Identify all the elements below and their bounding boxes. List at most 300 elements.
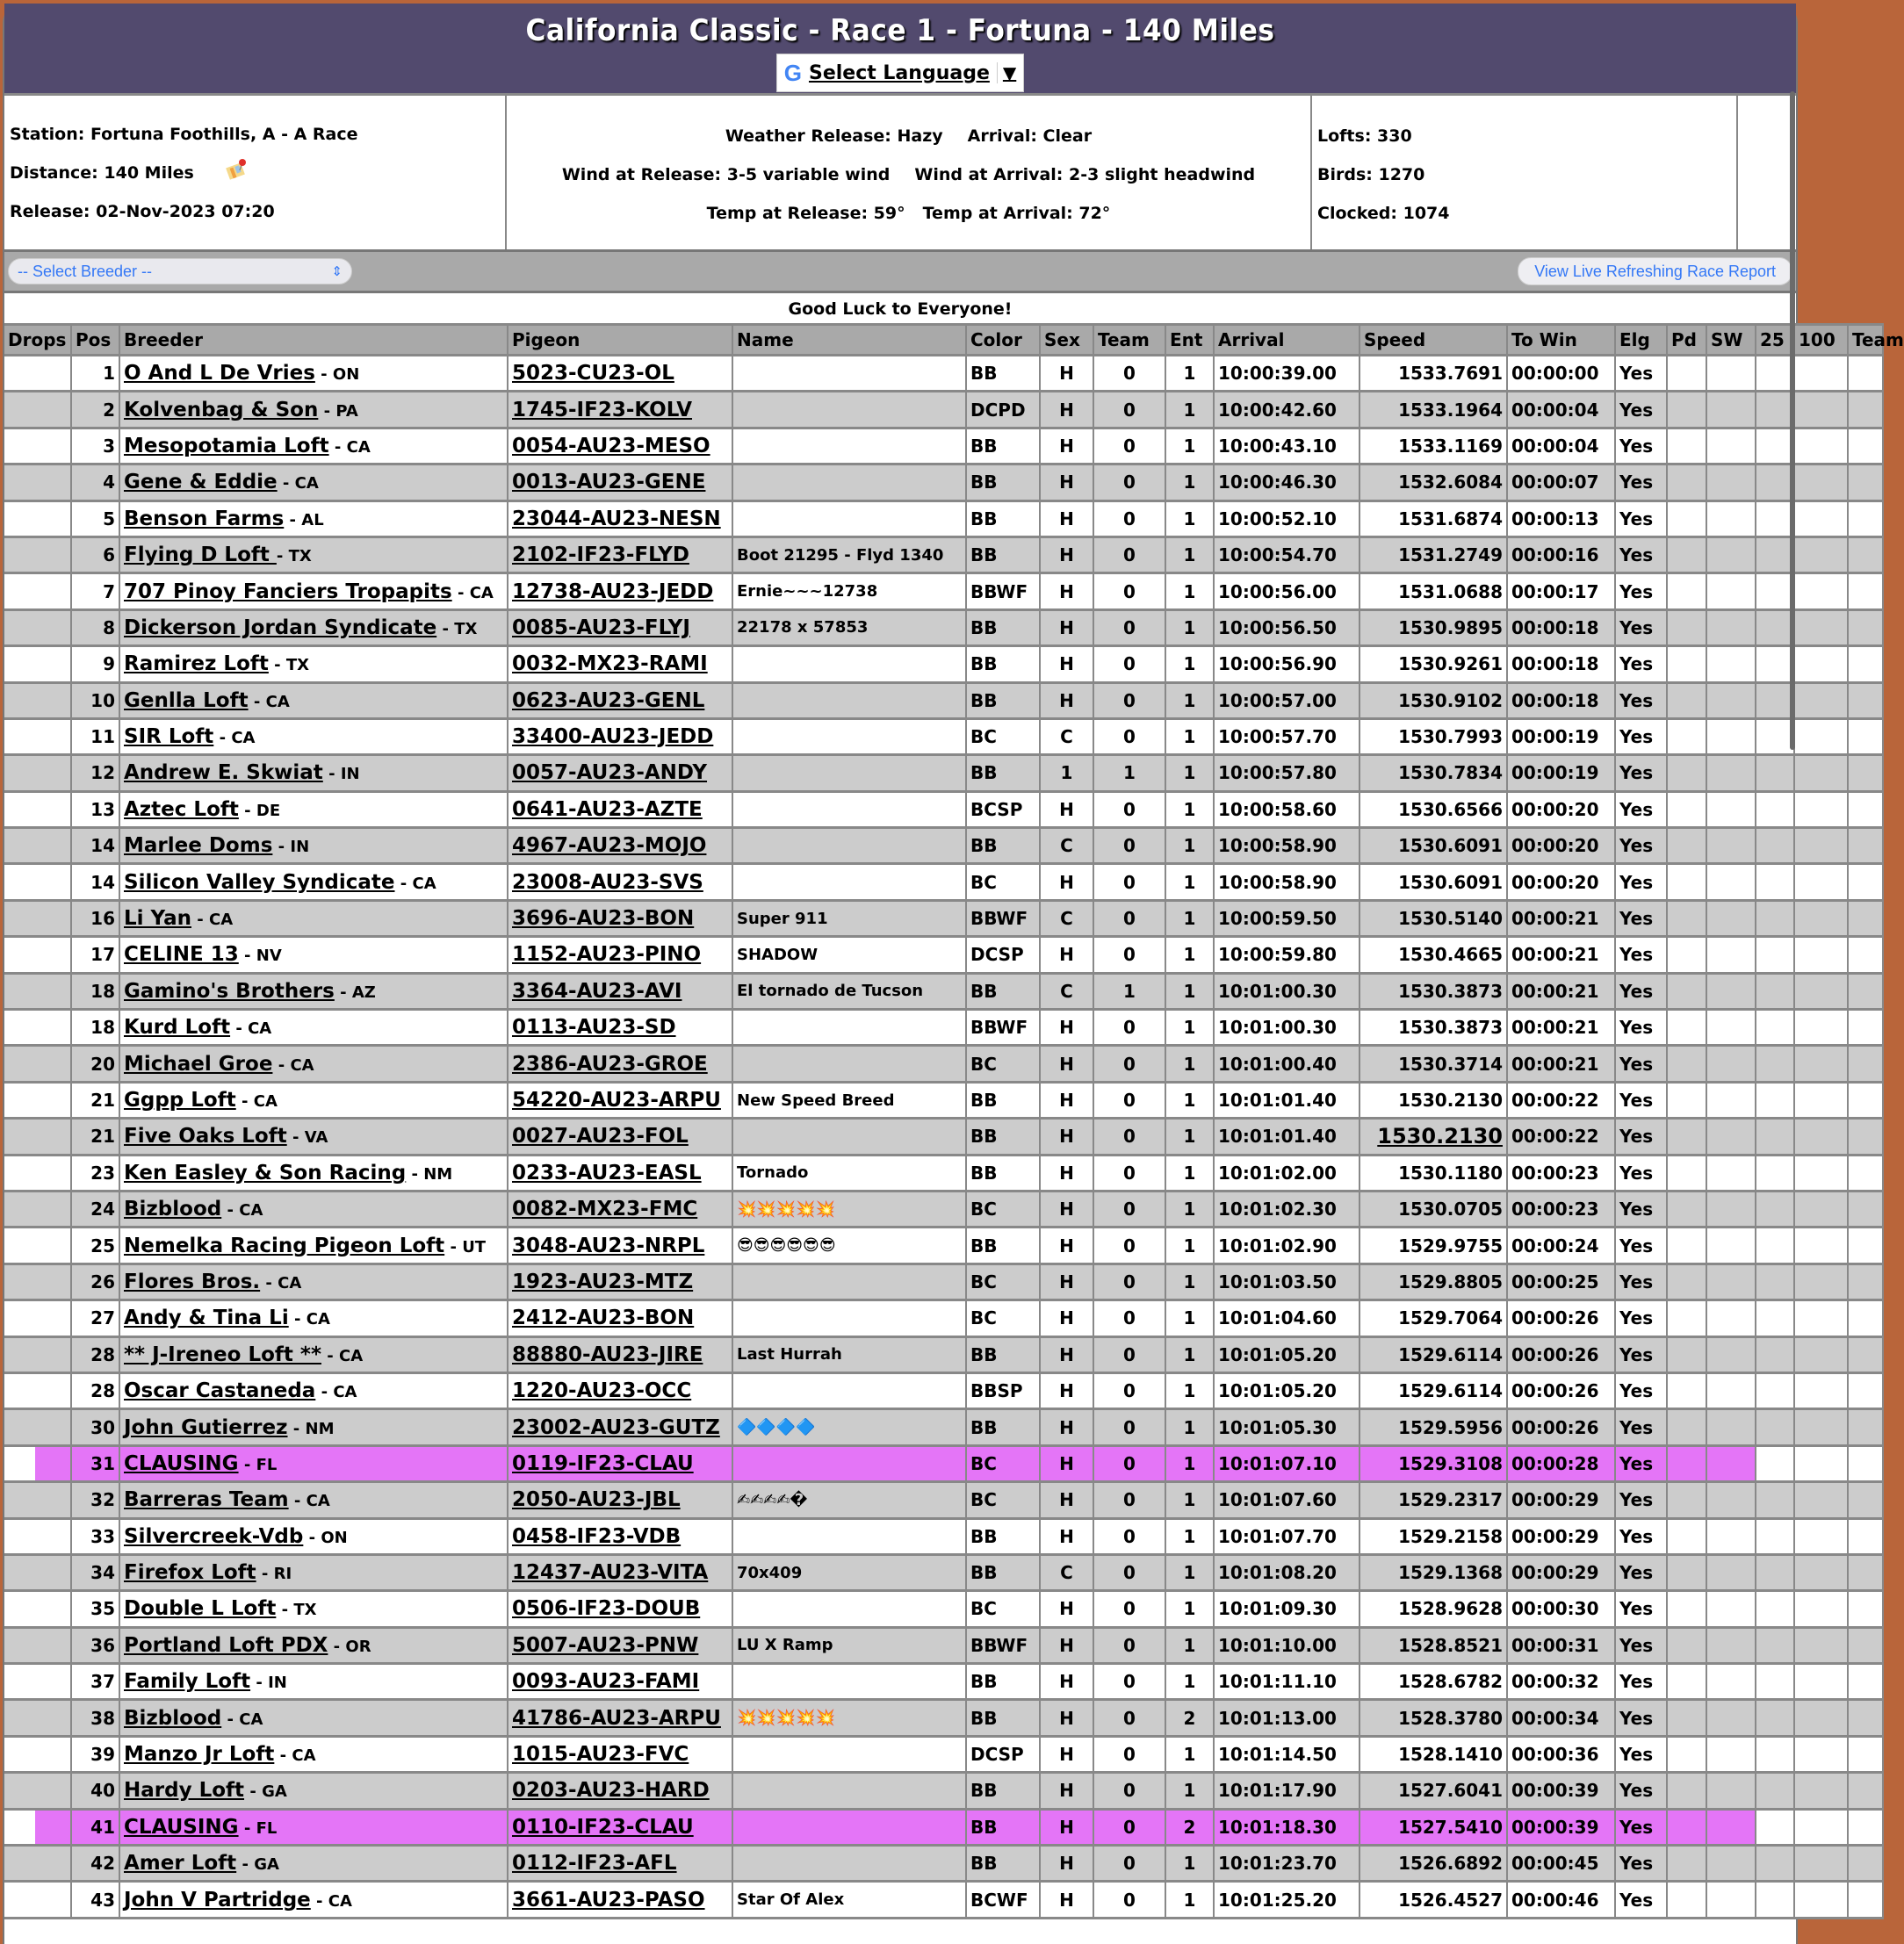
breeder-link[interactable]: Manzo Jr Loft [124, 1743, 275, 1767]
breeder-link[interactable]: Andrew E. Skwiat [124, 761, 323, 785]
speed-cell: 1530.1180 [1360, 1156, 1508, 1192]
drops-cell [4, 1011, 72, 1047]
dropdown-arrow-icon[interactable]: ▼ [997, 62, 1016, 83]
table-row [4, 720, 1884, 756]
breeder-state: CA [253, 1092, 278, 1111]
breeder-link[interactable]: ** J-Ireneo Loft ** [124, 1343, 321, 1366]
clocked-count: Clocked: 1074 [1317, 204, 1450, 223]
breeder-link[interactable]: Silvercreek-Vdb [124, 1524, 304, 1548]
team-cell: 0 [1094, 938, 1166, 974]
name-cell [733, 356, 967, 392]
arrival-cell: 10:01:01.40 [1215, 1084, 1360, 1120]
breeder-link[interactable]: Kolvenbag & Son [124, 398, 319, 421]
pigeon-link[interactable]: 5007-AU23-PNW [512, 1633, 699, 1657]
team-cell: 0 [1094, 1011, 1166, 1047]
pigeon-link[interactable]: 3696-AU23-BON [512, 907, 695, 931]
drops-cell [4, 1084, 72, 1120]
pigeon-link[interactable]: 0054-AU23-MESO [512, 434, 710, 457]
table-row [4, 1084, 1884, 1120]
team-cell: 0 [1094, 1410, 1166, 1446]
breeder-link[interactable]: John Gutierrez [124, 1415, 288, 1439]
name-cell [733, 429, 967, 465]
breeder-link[interactable]: Kurd Loft [124, 1016, 231, 1040]
towin-cell: 00:00:00 [1508, 356, 1616, 392]
sex-cell: H [1041, 1301, 1094, 1337]
elg-cell: Yes [1616, 1483, 1668, 1519]
breeder-link[interactable]: Aztec Loft [124, 797, 239, 821]
drops-cell [4, 1156, 72, 1192]
arrival-cell: 10:01:02.00 [1215, 1156, 1360, 1192]
breeder-cell: John Gutierrez - NM [120, 1410, 508, 1446]
elg-cell: Yes [1616, 865, 1668, 901]
drops-cell [4, 1738, 72, 1774]
breeder-link[interactable]: Nemelka Racing Pigeon Loft [124, 1234, 445, 1257]
pigeon-link[interactable]: 0623-AU23-GENL [512, 688, 705, 712]
speed-cell: 1530.4665 [1360, 938, 1508, 974]
speed-cell: 1529.1368 [1360, 1556, 1508, 1592]
pigeon-cell [508, 1265, 733, 1301]
sw-cell [1707, 465, 1756, 501]
pigeon-cell [508, 1047, 733, 1083]
color-cell: BB [967, 684, 1041, 720]
name-cell: SHADOW [733, 938, 967, 974]
breeder-link[interactable]: SIR Loft [124, 725, 214, 749]
column-header-team: Team [1849, 323, 1884, 356]
pos-cell: 1 [72, 356, 120, 392]
speed-cell: 1530.6566 [1360, 793, 1508, 829]
pigeon-cell [508, 1338, 733, 1374]
breeder-link[interactable]: Michael Groe [124, 1052, 273, 1076]
sex-cell: H [1041, 1192, 1094, 1228]
name-cell [733, 793, 967, 829]
ent-cell: 1 [1166, 793, 1215, 829]
pigeon-link[interactable]: 0085-AU23-FLYJ [512, 616, 690, 639]
pigeon-link[interactable]: 23002-AU23-GUTZ [512, 1415, 720, 1439]
breeder-link[interactable]: Andy & Tina Li [124, 1307, 289, 1330]
breeder-state: GA [254, 1855, 279, 1875]
ent-cell: 1 [1166, 611, 1215, 647]
name-cell [733, 392, 967, 428]
pos-cell: 28 [72, 1374, 120, 1410]
team-cell: 0 [1094, 902, 1166, 938]
breeder-link[interactable]: Benson Farms [124, 507, 285, 530]
color-cell: BC [967, 1592, 1041, 1628]
arrival-cell: 10:01:25.20 [1215, 1883, 1360, 1919]
pd-cell [1668, 938, 1707, 974]
sw-cell [1707, 1665, 1756, 1701]
pigeon-link[interactable]: 12738-AU23-JEDD [512, 580, 714, 603]
pd-cell [1668, 1738, 1707, 1774]
color-cell: BBWF [967, 574, 1041, 610]
pigeon-link[interactable]: 12437-AU23-VITA [512, 1561, 709, 1585]
breeder-state: RI [273, 1565, 292, 1584]
pigeon-link[interactable]: 0233-AU23-EASL [512, 1161, 702, 1184]
speed-link[interactable]: 1530.2130 [1377, 1124, 1503, 1149]
pigeon-cell [508, 720, 733, 756]
sw-cell [1707, 938, 1756, 974]
sex-cell: H [1041, 793, 1094, 829]
browser-window [3, 4, 1904, 1944]
name-cell: New Speed Breed [733, 1084, 967, 1120]
pigeon-link[interactable]: 0057-AU23-ANDY [512, 761, 708, 785]
col-100-cell [1795, 1120, 1849, 1156]
ent-cell: 1 [1166, 1738, 1215, 1774]
col-100-cell [1795, 574, 1849, 610]
breeder-cell: SIR Loft - CA [120, 720, 508, 756]
ent-cell: 1 [1166, 1011, 1215, 1047]
name-cell [733, 1265, 967, 1301]
sw-cell [1707, 1120, 1756, 1156]
pigeon-cell [508, 1774, 733, 1810]
drops-cell [4, 684, 72, 720]
sw-cell [1707, 902, 1756, 938]
table-row [4, 1374, 1884, 1410]
breeder-link[interactable]: Marlee Doms [124, 834, 273, 858]
breeder-link[interactable]: Gene & Eddie [124, 471, 278, 494]
team-cell: 0 [1094, 865, 1166, 901]
breeder-state: CA [239, 1201, 263, 1220]
breeder-link[interactable]: Silicon Valley Syndicate [124, 870, 395, 894]
breeder-cell: Oscar Castaneda - CA [120, 1374, 508, 1410]
pigeon-link[interactable]: 0119-IF23-CLAU [512, 1451, 694, 1475]
pigeon-link[interactable]: 0112-IF23-AFL [512, 1852, 677, 1876]
arrival-cell: 10:00:39.00 [1215, 356, 1360, 392]
team-extra-cell [1849, 392, 1884, 428]
breeder-state: FL [256, 1455, 278, 1474]
drops-cell [4, 392, 72, 428]
pigeon-link[interactable]: 1745-IF23-KOLV [512, 398, 693, 421]
breeder-link[interactable]: CLAUSING [124, 1451, 239, 1475]
col-100-cell [1795, 647, 1849, 683]
updown-chevron-icon: ⇕ [331, 264, 343, 279]
table-row [4, 1228, 1884, 1264]
drops-cell [4, 1883, 72, 1919]
speed-cell: 1529.7064 [1360, 1301, 1508, 1337]
drops-cell [4, 1047, 72, 1083]
pigeon-cell [508, 1301, 733, 1337]
drops-cell [4, 1483, 72, 1519]
sex-cell: 1 [1041, 756, 1094, 792]
elg-cell: Yes [1616, 1192, 1668, 1228]
pos-cell: 33 [72, 1520, 120, 1556]
breeder-link[interactable]: Amer Loft [124, 1852, 237, 1876]
breeder-link[interactable]: Five Oaks Loft [124, 1125, 287, 1148]
speed-cell: 1528.9628 [1360, 1592, 1508, 1628]
sw-cell [1707, 793, 1756, 829]
breeder-link[interactable]: Bizblood [124, 1198, 222, 1221]
breeder-state: CA [306, 1310, 330, 1329]
pos-cell: 6 [72, 538, 120, 574]
color-cell: BB [967, 1084, 1041, 1120]
sw-cell [1707, 1847, 1756, 1883]
breeder-link[interactable]: Dickerson Jordan Syndicate [124, 616, 437, 639]
sex-cell: H [1041, 1084, 1094, 1120]
name-cell [733, 1774, 967, 1810]
pd-cell [1668, 1665, 1707, 1701]
breeder-link[interactable]: CLAUSING [124, 1815, 239, 1839]
pd-cell [1668, 1047, 1707, 1083]
towin-cell: 00:00:22 [1508, 1120, 1616, 1156]
team-extra-cell [1849, 356, 1884, 392]
col-25-cell [1756, 1156, 1795, 1192]
pigeon-link[interactable]: 41786-AU23-ARPU [512, 1706, 721, 1730]
pos-cell: 25 [72, 1228, 120, 1264]
pigeon-link[interactable]: 1152-AU23-PINO [512, 943, 702, 967]
breeder-link[interactable]: Li Yan [124, 907, 191, 931]
breeder-cell: Dickerson Jordan Syndicate - TX [120, 611, 508, 647]
ent-cell: 1 [1166, 1774, 1215, 1810]
live-report-button[interactable]: View Live Refreshing Race Report [1518, 257, 1792, 285]
team-extra-cell [1849, 1084, 1884, 1120]
ent-cell: 1 [1166, 902, 1215, 938]
breeder-link[interactable]: Barreras Team [124, 1488, 289, 1512]
elg-cell: Yes [1616, 684, 1668, 720]
ent-cell: 2 [1166, 1701, 1215, 1737]
speed-cell: 1528.6782 [1360, 1665, 1508, 1701]
drops-cell [4, 1665, 72, 1701]
pigeon-link[interactable]: 3661-AU23-PASO [512, 1888, 705, 1912]
speed-cell: 1531.0688 [1360, 574, 1508, 610]
breeder-link[interactable]: Mesopotamia Loft [124, 434, 329, 457]
name-cell [733, 865, 967, 901]
pigeon-link[interactable]: 54220-AU23-ARPU [512, 1089, 721, 1112]
breeder-link[interactable]: 707 Pinoy Fanciers Tropapits [124, 580, 452, 603]
column-header-sw: SW [1707, 323, 1756, 356]
pd-cell [1668, 1629, 1707, 1665]
pigeon-link[interactable]: 0506-IF23-DOUB [512, 1597, 701, 1621]
team-cell: 0 [1094, 392, 1166, 428]
pigeon-link[interactable]: 23008-AU23-SVS [512, 870, 703, 894]
breeder-cell: O And L De Vries - ON [120, 356, 508, 392]
table-row [4, 1701, 1884, 1737]
sex-cell: H [1041, 1701, 1094, 1737]
ent-cell: 1 [1166, 975, 1215, 1011]
team-extra-cell [1849, 1047, 1884, 1083]
breeder-link[interactable]: Ken Easley & Son Racing [124, 1161, 407, 1184]
col-100-cell [1795, 1228, 1849, 1264]
breeder-link[interactable]: Gamino's Brothers [124, 979, 335, 1003]
elg-cell: Yes [1616, 829, 1668, 865]
pigeon-cell [508, 502, 733, 538]
pigeon-link[interactable]: 0110-IF23-CLAU [512, 1815, 694, 1839]
col-25-cell [1756, 1374, 1795, 1410]
breeder-state: FL [256, 1818, 278, 1838]
wind-arrival: Wind at Arrival: 2-3 slight headwind [914, 165, 1256, 184]
breeder-cell: Five Oaks Loft - VA [120, 1120, 508, 1156]
team-extra-cell [1849, 829, 1884, 865]
team-cell: 0 [1094, 574, 1166, 610]
speed-cell: 1528.3780 [1360, 1701, 1508, 1737]
pigeon-link[interactable]: 0641-AU23-AZTE [512, 797, 703, 821]
ent-cell: 1 [1166, 356, 1215, 392]
elg-cell: Yes [1616, 465, 1668, 501]
ent-cell: 1 [1166, 829, 1215, 865]
pigeon-link[interactable]: 3364-AU23-AVI [512, 979, 682, 1003]
pigeon-link[interactable]: 0093-AU23-FAMI [512, 1670, 700, 1694]
pigeon-link[interactable]: 0113-AU23-SD [512, 1016, 676, 1040]
ent-cell: 1 [1166, 1847, 1215, 1883]
col-100-cell [1795, 1520, 1849, 1556]
pd-cell [1668, 1265, 1707, 1301]
sex-cell: H [1041, 1738, 1094, 1774]
pigeon-link[interactable]: 4967-AU23-MOJO [512, 834, 707, 858]
breeder-link[interactable]: Firefox Loft [124, 1561, 256, 1585]
speed-cell: 1533.1964 [1360, 392, 1508, 428]
ent-cell: 1 [1166, 392, 1215, 428]
color-cell: BCWF [967, 1883, 1041, 1919]
elg-cell: Yes [1616, 1629, 1668, 1665]
speed-cell: 1533.1169 [1360, 429, 1508, 465]
pigeon-link[interactable]: 88880-AU23-JIRE [512, 1343, 703, 1366]
pigeon-link[interactable]: 2050-AU23-JBL [512, 1488, 681, 1512]
arrival-cell: 10:00:59.50 [1215, 902, 1360, 938]
breeder-state: CA [231, 729, 256, 748]
table-row [4, 829, 1884, 865]
breeder-link[interactable]: Hardy Loft [124, 1779, 245, 1803]
speed-cell [1360, 1120, 1508, 1156]
results-table [4, 323, 1904, 1919]
towin-cell: 00:00:04 [1508, 392, 1616, 428]
pos-cell: 8 [72, 611, 120, 647]
breeder-link[interactable]: CELINE 13 [124, 943, 239, 967]
pos-cell: 24 [72, 1192, 120, 1228]
pigeon-link[interactable]: 23044-AU23-NESN [512, 507, 721, 530]
breeder-link[interactable]: Ggpp Loft [124, 1089, 236, 1112]
breeder-link[interactable]: Double L Loft [124, 1597, 277, 1621]
pigeon-link[interactable]: 2386-AU23-GROE [512, 1052, 708, 1076]
name-cell [733, 684, 967, 720]
breeder-link[interactable]: Genlla Loft [124, 688, 249, 712]
towin-cell: 00:00:29 [1508, 1556, 1616, 1592]
pigeon-link[interactable]: 33400-AU23-JEDD [512, 725, 714, 749]
sw-cell [1707, 574, 1756, 610]
pigeon-link[interactable]: 3048-AU23-NRPL [512, 1234, 705, 1257]
elg-cell: Yes [1616, 647, 1668, 683]
ent-cell: 1 [1166, 1592, 1215, 1628]
breeder-cell: Ken Easley & Son Racing - NM [120, 1156, 508, 1192]
color-cell: BC [967, 1265, 1041, 1301]
pigeon-cell [508, 1447, 733, 1483]
pigeon-link[interactable]: 0082-MX23-FMC [512, 1198, 698, 1221]
pigeon-cell [508, 611, 733, 647]
breeder-link[interactable]: John V Partridge [124, 1888, 311, 1912]
col-100-cell [1795, 1084, 1849, 1120]
elg-cell: Yes [1616, 1883, 1668, 1919]
language-label[interactable]: Select Language [808, 61, 990, 84]
table-row [4, 865, 1884, 901]
breeder-state: CA [338, 1346, 364, 1365]
pigeon-link[interactable]: 2412-AU23-BON [512, 1307, 695, 1330]
pigeon-link[interactable]: 1220-AU23-OCC [512, 1379, 692, 1403]
speed-cell: 1530.9261 [1360, 647, 1508, 683]
drops-cell [4, 975, 72, 1011]
breeder-cell: Marlee Doms - IN [120, 829, 508, 865]
column-header-arrival: Arrival [1215, 323, 1360, 356]
color-cell: BB [967, 429, 1041, 465]
breeder-link[interactable]: Flying D Loft [124, 544, 277, 567]
pigeon-link[interactable]: 0203-AU23-HARD [512, 1779, 710, 1803]
elg-cell: Yes [1616, 938, 1668, 974]
speed-cell: 1530.6091 [1360, 865, 1508, 901]
drops-cell [4, 720, 72, 756]
breeder-link[interactable]: Oscar Castaneda [124, 1379, 316, 1403]
sex-cell: H [1041, 1629, 1094, 1665]
ent-cell: 1 [1166, 1156, 1215, 1192]
pigeon-link[interactable]: 0013-AU23-GENE [512, 471, 706, 494]
pigeon-link[interactable]: 1015-AU23-FVC [512, 1743, 689, 1767]
pigeon-link[interactable]: 0027-AU23-FOL [512, 1125, 689, 1148]
color-cell: BBWF [967, 1011, 1041, 1047]
col-25-cell [1756, 1338, 1795, 1374]
breeder-link[interactable]: Flores Bros. [124, 1270, 261, 1293]
col-100-cell [1795, 1883, 1849, 1919]
pd-cell [1668, 1410, 1707, 1446]
breeder-link[interactable]: Family Loft [124, 1670, 251, 1694]
elg-cell: Yes [1616, 793, 1668, 829]
pigeon-link[interactable]: 1923-AU23-MTZ [512, 1270, 694, 1293]
elg-cell: Yes [1616, 1665, 1668, 1701]
breeder-link[interactable]: Portland Loft PDX [124, 1633, 328, 1657]
pigeon-link[interactable]: 2102-IF23-FLYD [512, 544, 689, 567]
name-cell: 22178 x 57853 [733, 611, 967, 647]
column-header-sex: Sex [1041, 323, 1094, 356]
arrival-cell: 10:00:52.10 [1215, 502, 1360, 538]
scrollbar[interactable] [1790, 91, 1795, 750]
arrival-cell: 10:01:10.00 [1215, 1629, 1360, 1665]
breeder-cell: Aztec Loft - DE [120, 793, 508, 829]
pigeon-link[interactable]: 0032-MX23-RAMI [512, 652, 708, 676]
col-25-cell [1756, 756, 1795, 792]
column-header-pigeon: Pigeon [508, 323, 733, 356]
drops-cell [4, 1228, 72, 1264]
table-row [4, 538, 1884, 574]
team-cell: 0 [1094, 1701, 1166, 1737]
towin-cell: 00:00:21 [1508, 975, 1616, 1011]
table-row [4, 1811, 1884, 1847]
breeder-link[interactable]: O And L De Vries [124, 362, 315, 385]
pigeon-cell [508, 574, 733, 610]
pos-cell: 42 [72, 1847, 120, 1883]
breeder-link[interactable]: Ramirez Loft [124, 652, 269, 676]
pd-cell [1668, 1338, 1707, 1374]
ent-cell: 1 [1166, 756, 1215, 792]
drops-cell [4, 902, 72, 938]
sw-cell [1707, 502, 1756, 538]
elg-cell: Yes [1616, 1084, 1668, 1120]
table-row [4, 1556, 1884, 1592]
pigeon-link[interactable]: 0458-IF23-VDB [512, 1524, 682, 1548]
table-row [4, 647, 1884, 683]
color-cell: BB [967, 356, 1041, 392]
arrival-cell: 10:01:05.20 [1215, 1374, 1360, 1410]
pigeon-cell [508, 1228, 733, 1264]
towin-cell: 00:00:46 [1508, 1883, 1616, 1919]
drops-cell [4, 1301, 72, 1337]
sw-cell [1707, 1629, 1756, 1665]
language-selector[interactable] [776, 54, 1025, 92]
towin-cell: 00:00:26 [1508, 1410, 1616, 1446]
pigeon-link[interactable]: 5023-CU23-OL [512, 362, 674, 385]
breeder-link[interactable]: Bizblood [124, 1706, 222, 1730]
map-pin-icon[interactable] [226, 158, 249, 177]
breeder-state: VA [304, 1128, 328, 1148]
arrival-cell: 10:00:56.00 [1215, 574, 1360, 610]
sex-cell: C [1041, 829, 1094, 865]
breeder-select[interactable] [8, 258, 352, 284]
team-extra-cell [1849, 1374, 1884, 1410]
speed-cell: 1530.3873 [1360, 975, 1508, 1011]
team-cell: 0 [1094, 1047, 1166, 1083]
